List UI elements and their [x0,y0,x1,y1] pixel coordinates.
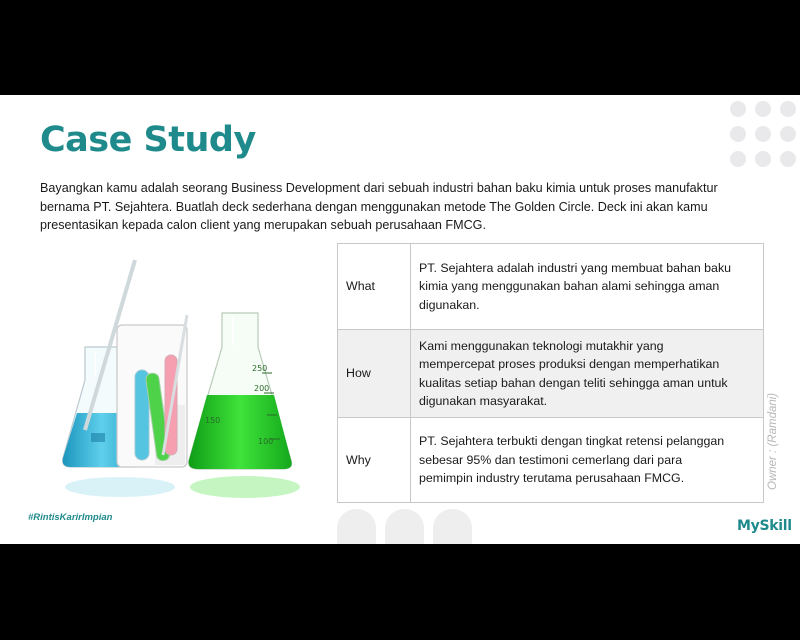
row-line: digunakan. [419,297,480,312]
beaker-mark: 150 [205,416,221,425]
dot [755,101,771,117]
row-line: kimia yang menggunakan bahan alami sehingga aman [419,279,720,294]
slide [0,95,800,544]
row-line: Kami menggunakan teknologi mutakhir yang [419,338,664,353]
beaker-mark: 100 [258,437,274,446]
slide-title: Case Study [40,120,256,160]
owner-credit: Owner : (Ramdani) [767,392,779,490]
row-line: sebesar 95% dan testimoni cemerlang dari para [419,452,683,467]
row-line: PT. Sejahtera adalah industri yang membuat bahan baku [419,260,732,275]
dot [755,126,771,142]
row-line: mempercepat proses produksi dengan memperhatikan [419,357,720,371]
table-row [338,330,764,418]
dot [730,151,746,167]
beaker-mark: 250 [252,364,268,373]
dot [780,101,796,117]
row-label: How [338,330,411,418]
intro-line: bernama PT. Sejahtera. Buatlah deck sederhana dengan menggunakan metode The Golden Circle. Deck ini akan kamu [40,199,708,214]
table-row [338,418,764,503]
dot [730,101,746,117]
row-line: PT. Sejahtera terbukti dengan tingkat retensi pelanggan [419,434,725,449]
row-line: kualitas setiap bahan dengan teliti sehingga aman untuk [419,375,728,390]
row-description [411,244,764,330]
hashtag: #RintisKarirImpian [28,512,113,523]
lab-glassware-image [55,255,300,502]
decorative-tab [385,509,424,544]
intro-paragraph [40,179,765,235]
row-line: digunakan masyarakat. [419,394,548,408]
decorative-dots [730,101,796,167]
golden-circle-table [337,243,764,503]
decorative-tab [433,509,472,544]
row-description [411,418,764,503]
dot [780,151,796,167]
table-row [338,244,764,330]
dot [755,151,771,167]
beaker-mark: 200 [254,384,270,393]
row-line: pemimpin industry terutama perusahaan FMCG. [419,471,685,486]
decorative-tab [337,509,376,544]
row-label: What [338,244,411,330]
intro-line: presentasikan kepada calon client yang merupakan sebuah perusahaan FMCG. [40,218,486,232]
dot [730,126,746,142]
decorative-tabs [337,509,472,544]
intro-line: Bayangkan kamu adalah seorang Business Development dari sebuah industri bahan baku kimia untuk proses manufaktur [40,181,718,195]
row-label: Why [338,418,411,503]
dot [780,126,796,142]
myskill-logo: MySkill [737,518,792,534]
row-description [411,330,764,418]
